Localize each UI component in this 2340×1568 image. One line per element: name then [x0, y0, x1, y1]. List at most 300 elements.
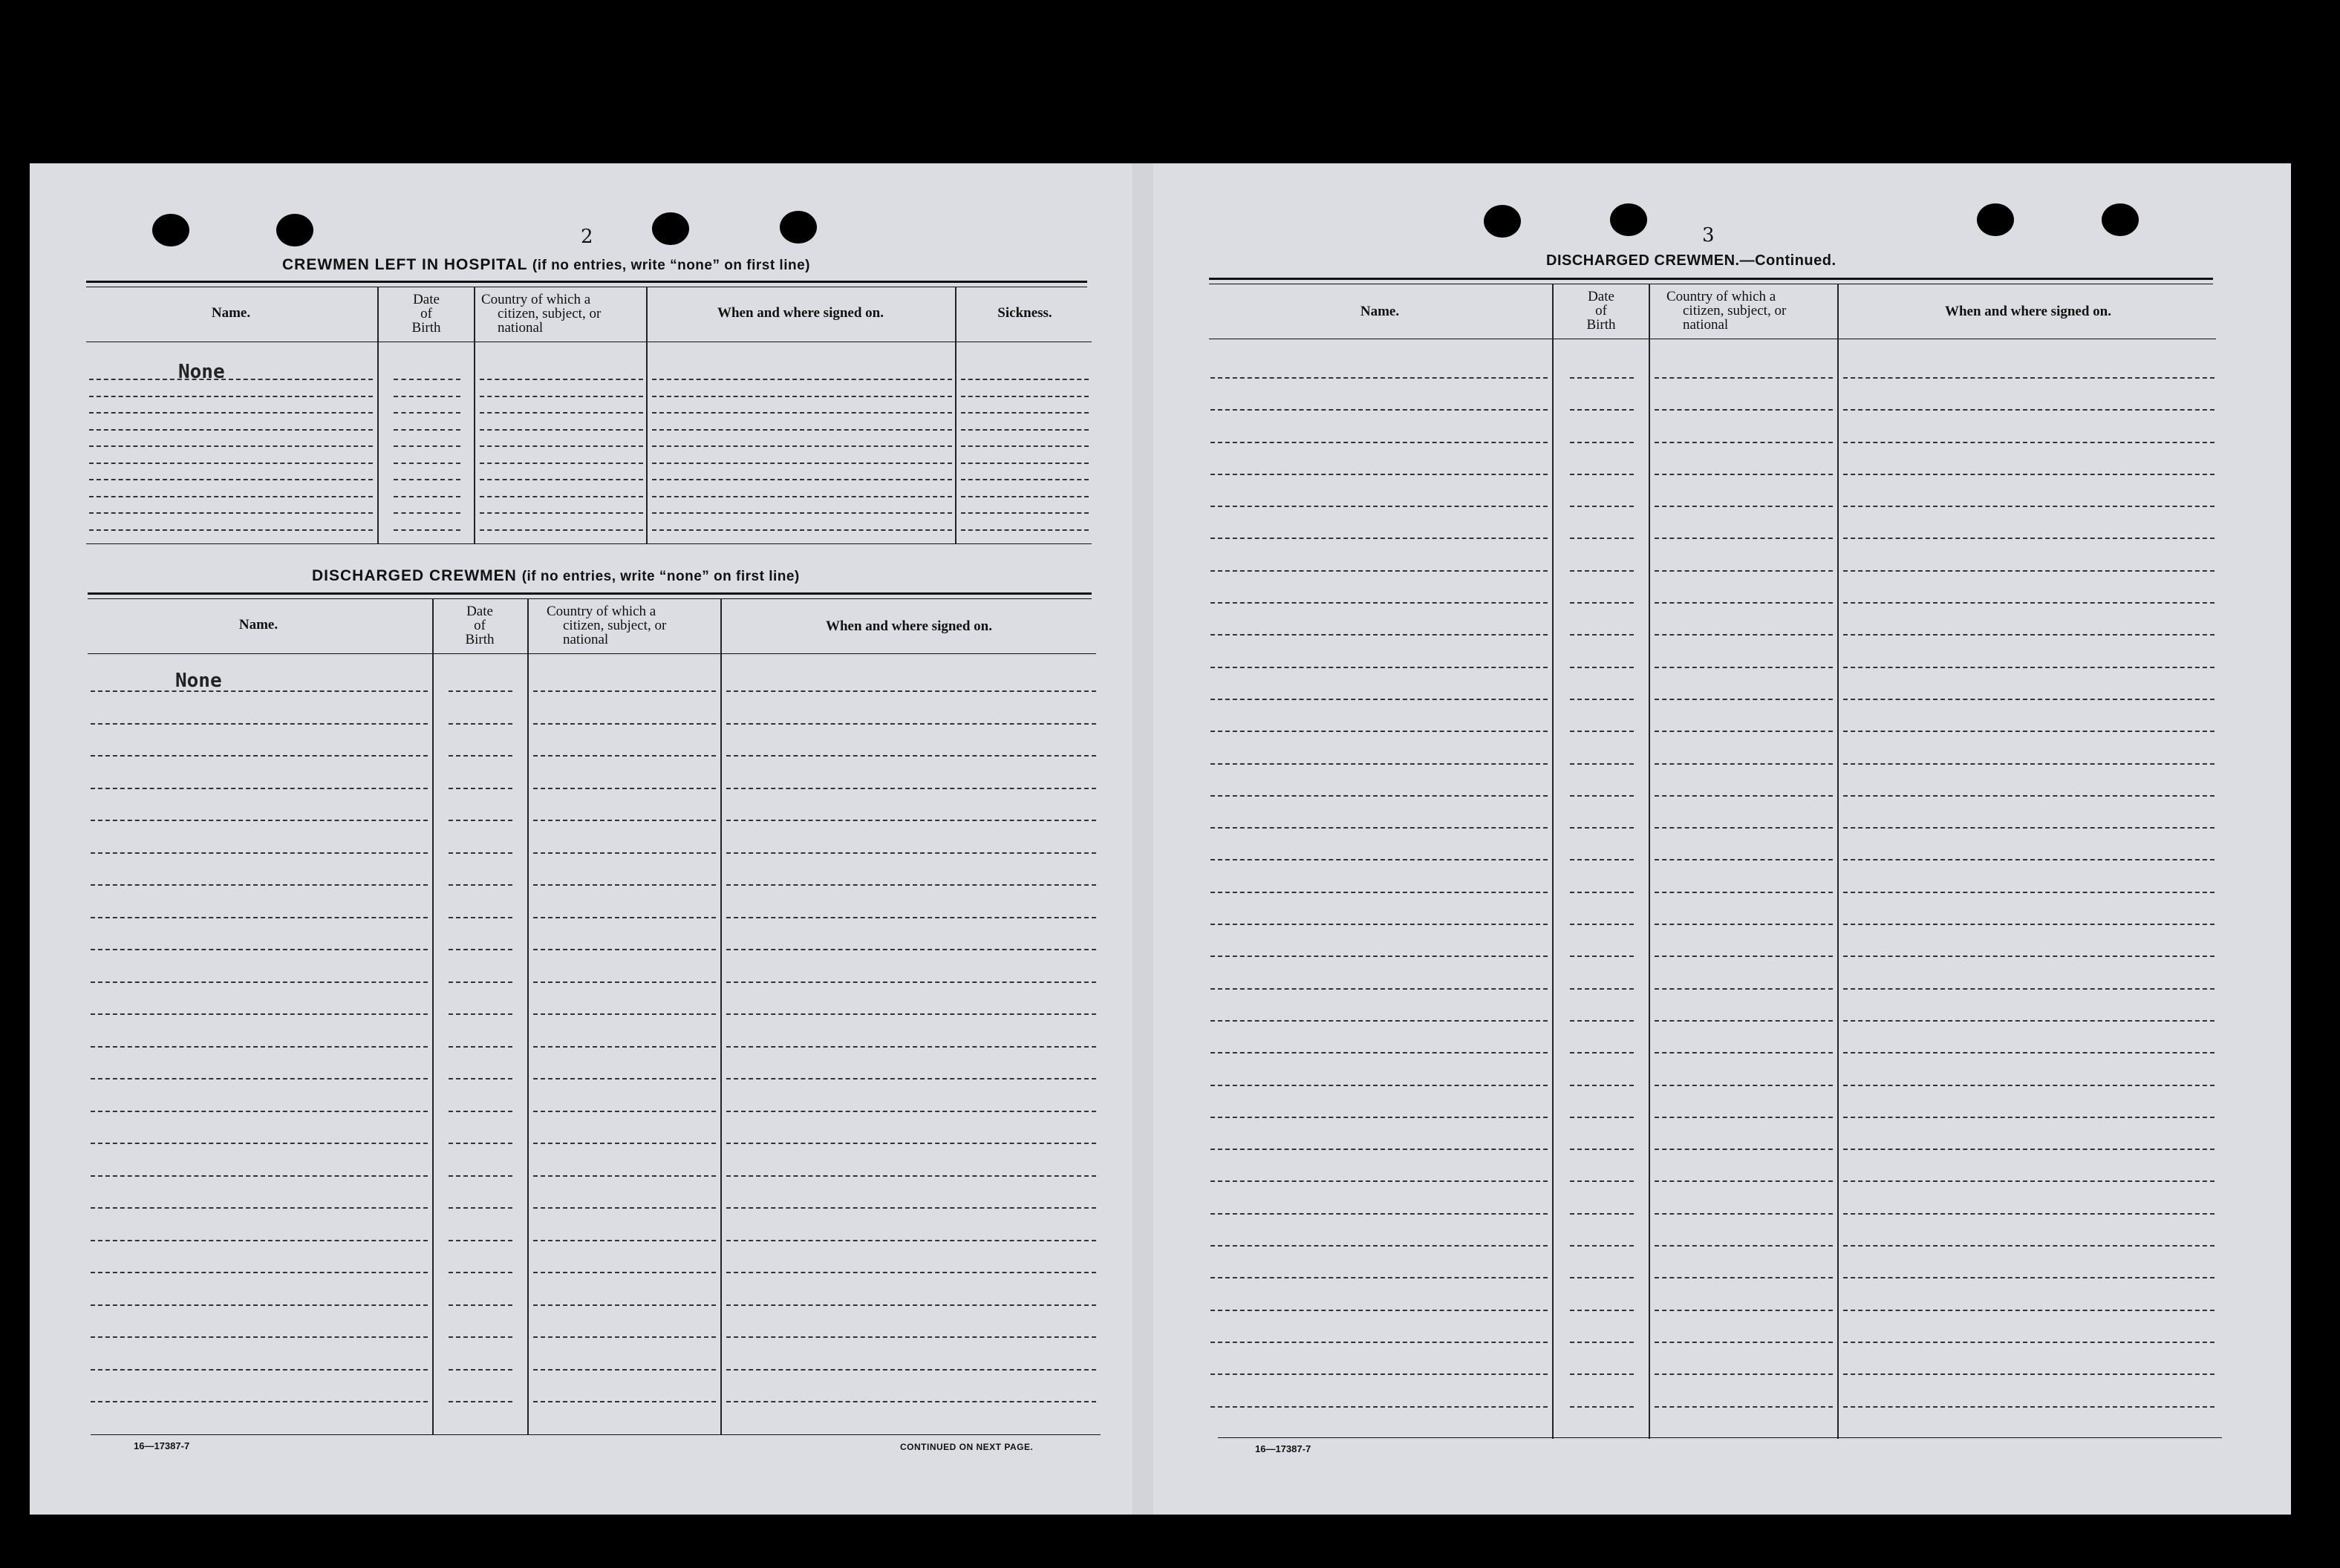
ruled-line	[480, 396, 643, 397]
ruled-line	[726, 690, 1096, 692]
punch-hole	[780, 211, 817, 244]
punch-hole	[1610, 203, 1647, 236]
ruled-line	[394, 529, 460, 531]
ruled-line	[1210, 1085, 1548, 1086]
col-divider	[527, 598, 529, 1434]
ruled-line	[449, 755, 512, 757]
ruled-line	[533, 1111, 716, 1112]
ruled-line	[449, 723, 512, 725]
ruled-line	[1570, 1406, 1634, 1408]
ruled-line	[449, 1240, 512, 1241]
ruled-line	[1655, 570, 1833, 572]
ruled-line	[1655, 1213, 1833, 1215]
ruled-line	[726, 1111, 1096, 1112]
ruled-line	[1210, 956, 1548, 957]
ruled-line	[1210, 377, 1548, 379]
discharged-entry-none: None	[175, 670, 222, 692]
ruled-line	[1655, 538, 1833, 539]
ruled-line	[652, 445, 952, 447]
ruled-line	[533, 690, 716, 692]
ruled-line	[1843, 570, 2214, 572]
ruled-line	[726, 723, 1096, 725]
ruled-line	[91, 1240, 428, 1241]
ruled-line	[89, 512, 373, 514]
ruled-line	[533, 755, 716, 757]
ruled-line	[726, 1207, 1096, 1209]
ruled-line	[1655, 988, 1833, 990]
ruled-line	[1655, 602, 1833, 604]
ruled-line	[1570, 892, 1634, 893]
ruled-line	[1210, 667, 1548, 668]
hospital-section-title	[282, 256, 810, 274]
col-divider	[1552, 284, 1554, 1439]
ruled-line	[726, 755, 1096, 757]
discharged-title-text: DISCHARGED CREWMEN	[312, 567, 517, 584]
ruled-line	[961, 512, 1089, 514]
ruled-line	[1210, 731, 1548, 732]
hospital-col-sickness: Sickness.	[997, 305, 1052, 321]
ruled-line	[449, 690, 512, 692]
ruled-line	[1210, 602, 1548, 604]
ruled-line	[1210, 1180, 1548, 1182]
ruled-line	[1843, 506, 2214, 507]
right-bottom-rule	[1218, 1437, 2222, 1438]
ruled-line	[1655, 377, 1833, 379]
ruled-line	[449, 1013, 512, 1015]
country-line: national	[563, 632, 609, 647]
ruled-line	[91, 1111, 428, 1112]
ruled-line	[480, 496, 643, 497]
ruled-line	[1210, 1245, 1548, 1247]
ruled-line	[961, 396, 1089, 397]
ruled-line	[91, 1369, 428, 1371]
ruled-line	[449, 1336, 512, 1338]
ruled-line	[1210, 634, 1548, 636]
punch-hole	[276, 214, 313, 246]
ruled-line	[480, 512, 643, 514]
ruled-line	[1655, 827, 1833, 829]
ruled-line	[1570, 570, 1634, 572]
ruled-line	[1843, 956, 2214, 957]
ruled-line	[1570, 1180, 1634, 1182]
ruled-line	[91, 1175, 428, 1177]
ruled-line	[1843, 442, 2214, 443]
ruled-line	[726, 1401, 1096, 1402]
ruled-line	[652, 479, 952, 480]
ruled-line	[961, 429, 1089, 431]
ruled-line	[1655, 634, 1833, 636]
ruled-line	[961, 529, 1089, 531]
ruled-line	[1210, 570, 1548, 572]
ruled-line	[91, 755, 428, 757]
dob-line: Date	[466, 604, 493, 619]
ruled-line	[1570, 377, 1634, 379]
ruled-line	[449, 981, 512, 983]
ruled-line	[1655, 1342, 1833, 1343]
ruled-line	[1843, 538, 2214, 539]
col-divider	[1837, 284, 1839, 1439]
ruled-line	[89, 412, 373, 414]
country-line: citizen, subject, or	[1683, 303, 1787, 318]
ruled-line	[480, 429, 643, 431]
ruled-line	[1655, 1180, 1833, 1182]
ruled-line	[1210, 1020, 1548, 1022]
country-line: national	[498, 320, 544, 336]
ruled-line	[1570, 956, 1634, 957]
ruled-line	[1655, 892, 1833, 893]
ruled-line	[1570, 1020, 1634, 1022]
ruled-line	[1210, 409, 1548, 411]
ruled-line	[726, 788, 1096, 789]
ruled-line	[726, 1175, 1096, 1177]
ruled-line	[449, 1401, 512, 1402]
dob-line: Birth	[465, 632, 495, 647]
ruled-line	[91, 1078, 428, 1079]
ruled-line	[91, 852, 428, 854]
ruled-line	[1210, 763, 1548, 765]
ruled-line	[1210, 892, 1548, 893]
ruled-line	[533, 1207, 716, 1209]
left-form-number: 16—17387-7	[134, 1440, 190, 1451]
ruled-line	[480, 445, 643, 447]
country-line: citizen, subject, or	[498, 306, 602, 321]
ruled-line	[1655, 409, 1833, 411]
punch-hole	[1977, 203, 2014, 236]
ruled-line	[91, 917, 428, 918]
ruled-line	[1570, 1245, 1634, 1247]
ruled-line	[533, 1401, 716, 1402]
ruled-line	[652, 396, 952, 397]
ruled-line	[394, 463, 460, 464]
ruled-line	[480, 412, 643, 414]
ruled-line	[91, 1272, 428, 1273]
ruled-line	[961, 479, 1089, 480]
ruled-line	[726, 1143, 1096, 1144]
ruled-line	[1655, 1245, 1833, 1247]
ruled-line	[726, 981, 1096, 983]
ruled-line	[91, 690, 428, 692]
ruled-line	[961, 445, 1089, 447]
ruled-line	[726, 852, 1096, 854]
ruled-line	[1570, 1342, 1634, 1343]
ruled-line	[652, 463, 952, 464]
country-line: Country of which a	[481, 292, 591, 307]
ruled-line	[1570, 1085, 1634, 1086]
ruled-line	[533, 852, 716, 854]
ruled-line	[1843, 924, 2214, 925]
discharged-section-title	[312, 567, 800, 585]
ruled-line	[726, 1078, 1096, 1079]
ruled-line	[1843, 1277, 2214, 1278]
discharged-col-name: Name.	[238, 617, 278, 633]
ruled-line	[1655, 1406, 1833, 1408]
ruled-line	[1655, 1277, 1833, 1278]
country-line: national	[1683, 317, 1729, 333]
page-number: 2	[581, 226, 593, 248]
ruled-line	[533, 1013, 716, 1015]
col-divider	[720, 598, 722, 1434]
punch-hole	[2102, 203, 2139, 236]
ruled-line	[652, 412, 952, 414]
ruled-line	[726, 1336, 1096, 1338]
discharged-top-rule	[88, 592, 1092, 595]
right-top-rule	[1209, 278, 2213, 280]
dob-line: of	[474, 618, 486, 633]
ruled-line	[1210, 538, 1548, 539]
ruled-line	[1843, 667, 2214, 668]
country-line: citizen, subject, or	[563, 618, 667, 633]
dob-line: Date	[413, 292, 440, 307]
ruled-line	[1655, 731, 1833, 732]
ruled-line	[89, 529, 373, 531]
dob-line: Date	[1588, 289, 1614, 304]
page-gutter	[1132, 163, 1153, 1515]
dob-line: of	[1595, 303, 1607, 318]
ruled-line	[652, 512, 952, 514]
ruled-line	[91, 884, 428, 886]
ruled-line	[1570, 634, 1634, 636]
ruled-line	[533, 1078, 716, 1079]
ruled-line	[1570, 1117, 1634, 1118]
dob-line: Birth	[1586, 317, 1616, 333]
ruled-line	[1570, 602, 1634, 604]
ruled-line	[1655, 859, 1833, 860]
ruled-line	[394, 412, 460, 414]
ruled-line	[1570, 988, 1634, 990]
discharged-col-country	[532, 604, 732, 647]
ruled-line	[91, 788, 428, 789]
continued-notice: CONTINUED ON NEXT PAGE.	[900, 1442, 1034, 1452]
ruled-line	[1843, 1213, 2214, 1215]
ruled-line	[1843, 731, 2214, 732]
ruled-line	[1570, 667, 1634, 668]
ruled-line	[1210, 924, 1548, 925]
ruled-line	[1210, 1117, 1548, 1118]
ruled-line	[1655, 924, 1833, 925]
ruled-line	[1843, 1117, 2214, 1118]
ruled-line	[91, 820, 428, 821]
ruled-line	[91, 1207, 428, 1209]
ruled-line	[533, 788, 716, 789]
ruled-line	[449, 820, 512, 821]
col-divider	[1649, 284, 1650, 1439]
col-divider	[377, 287, 379, 543]
ruled-line	[1655, 1020, 1833, 1022]
ruled-line	[1210, 1406, 1548, 1408]
right-form-number: 16—17387-7	[1255, 1443, 1311, 1454]
ruled-line	[533, 917, 716, 918]
hospital-top-rule	[86, 281, 1087, 283]
ruled-line	[1210, 1213, 1548, 1215]
ruled-line	[726, 1046, 1096, 1048]
ruled-line	[652, 529, 952, 531]
ruled-line	[1843, 795, 2214, 797]
ruled-line	[1843, 1085, 2214, 1086]
ruled-line	[961, 379, 1089, 380]
ruled-line	[1843, 1373, 2214, 1375]
ruled-line	[1843, 1020, 2214, 1022]
ruled-line	[1210, 699, 1548, 700]
ruled-line	[1570, 763, 1634, 765]
ruled-line	[394, 429, 460, 431]
ruled-line	[91, 1304, 428, 1306]
ruled-line	[533, 981, 716, 983]
ruled-line	[1210, 1149, 1548, 1150]
col-divider	[955, 287, 956, 543]
ruled-line	[91, 1046, 428, 1048]
ruled-line	[1570, 1310, 1634, 1311]
ruled-line	[449, 1272, 512, 1273]
ruled-line	[1210, 474, 1548, 475]
ruled-line	[1655, 1149, 1833, 1150]
ruled-line	[394, 512, 460, 514]
discharged-col-signed: When and where signed on.	[825, 618, 992, 634]
ruled-line	[89, 396, 373, 397]
ruled-line	[91, 949, 428, 950]
ruled-line	[726, 1013, 1096, 1015]
ruled-line	[1570, 1373, 1634, 1375]
ruled-line	[1570, 827, 1634, 829]
ruled-line	[726, 1272, 1096, 1273]
ruled-line	[726, 1304, 1096, 1306]
ruled-line	[89, 429, 373, 431]
discharged-continued-title: DISCHARGED CREWMEN.—Continued.	[1546, 252, 1837, 269]
ruled-line	[533, 949, 716, 950]
ruled-line	[1210, 1342, 1548, 1343]
hospital-title-note: (if no entries, write “none” on first line)	[532, 258, 810, 273]
ruled-line	[533, 1240, 716, 1241]
ruled-line	[533, 1304, 716, 1306]
ruled-line	[1570, 409, 1634, 411]
ruled-line	[1843, 859, 2214, 860]
ruled-line	[449, 1175, 512, 1177]
ruled-line	[1843, 1245, 2214, 1247]
ruled-line	[533, 1143, 716, 1144]
ruled-line	[726, 949, 1096, 950]
ruled-line	[1655, 763, 1833, 765]
ruled-line	[91, 981, 428, 983]
ruled-line	[449, 1143, 512, 1144]
punch-hole	[152, 214, 189, 246]
ruled-line	[726, 1240, 1096, 1241]
discharged-bottom-rule	[91, 1434, 1101, 1435]
ruled-line	[1570, 442, 1634, 443]
ruled-line	[89, 463, 373, 464]
dob-line: of	[420, 306, 432, 321]
page-number: 3	[1702, 224, 1715, 246]
ruled-line	[1843, 699, 2214, 700]
ruled-line	[726, 917, 1096, 918]
ruled-line	[1210, 795, 1548, 797]
col-divider	[646, 287, 648, 543]
ruled-line	[1843, 377, 2214, 379]
ruled-line	[961, 412, 1089, 414]
hospital-col-dob	[379, 293, 474, 335]
ruled-line	[1210, 442, 1548, 443]
ruled-line	[1210, 988, 1548, 990]
ruled-line	[449, 917, 512, 918]
ruled-line	[480, 463, 643, 464]
ruled-line	[1210, 1052, 1548, 1054]
hospital-entry-none: None	[178, 361, 225, 383]
ruled-line	[89, 379, 373, 380]
ruled-line	[449, 1207, 512, 1209]
ruled-line	[726, 884, 1096, 886]
ruled-line	[1570, 795, 1634, 797]
ruled-line	[1570, 731, 1634, 732]
hospital-title-text: CREWMEN LEFT IN HOSPITAL	[282, 256, 528, 273]
ruled-line	[449, 884, 512, 886]
hospital-col-signed: When and where signed on.	[717, 305, 884, 321]
ruled-line	[1655, 1052, 1833, 1054]
punch-hole	[652, 212, 689, 245]
ruled-line	[1655, 699, 1833, 700]
col-divider	[474, 287, 475, 543]
ruled-line	[449, 1078, 512, 1079]
right-col-name: Name.	[1360, 304, 1400, 319]
ruled-line	[1655, 1373, 1833, 1375]
ruled-line	[533, 1369, 716, 1371]
ruled-line	[1843, 602, 2214, 604]
ruled-line	[533, 820, 716, 821]
ruled-line	[91, 1401, 428, 1402]
hospital-bottom-rule	[86, 543, 1092, 544]
discharged-header-rule	[88, 653, 1096, 654]
ruled-line	[1570, 538, 1634, 539]
ruled-line	[89, 445, 373, 447]
ruled-line	[449, 788, 512, 789]
ruled-line	[533, 884, 716, 886]
ruled-line	[1843, 827, 2214, 829]
ruled-line	[533, 1046, 716, 1048]
ruled-line	[1655, 1117, 1833, 1118]
country-line: Country of which a	[1666, 289, 1776, 304]
ruled-line	[91, 1143, 428, 1144]
ruled-line	[91, 1336, 428, 1338]
discharged-col-dob	[434, 604, 526, 647]
ruled-line	[1655, 667, 1833, 668]
ruled-line	[1843, 409, 2214, 411]
ruled-line	[652, 429, 952, 431]
ruled-line	[1570, 1052, 1634, 1054]
ruled-line	[1570, 699, 1634, 700]
ruled-line	[961, 463, 1089, 464]
ruled-line	[1210, 859, 1548, 860]
right-col-country	[1655, 290, 1849, 332]
ruled-line	[1655, 1085, 1833, 1086]
ruled-line	[1655, 442, 1833, 443]
ruled-line	[1843, 474, 2214, 475]
ruled-line	[449, 1304, 512, 1306]
ruled-line	[1843, 1180, 2214, 1182]
ruled-line	[1843, 988, 2214, 990]
discharged-top-rule-2	[88, 598, 1092, 599]
ruled-line	[394, 445, 460, 447]
ruled-line	[480, 479, 643, 480]
ruled-line	[449, 949, 512, 950]
ruled-line	[91, 723, 428, 725]
ruled-line	[1843, 1406, 2214, 1408]
ruled-line	[533, 1175, 716, 1177]
ruled-line	[1655, 1310, 1833, 1311]
ruled-line	[1210, 1277, 1548, 1278]
ruled-line	[1843, 1310, 2214, 1311]
ruled-line	[1210, 1373, 1548, 1375]
ruled-line	[480, 379, 643, 380]
discharged-title-note: (if no entries, write “none” on first line)	[521, 569, 800, 584]
ruled-line	[1570, 474, 1634, 475]
ruled-line	[1570, 1213, 1634, 1215]
